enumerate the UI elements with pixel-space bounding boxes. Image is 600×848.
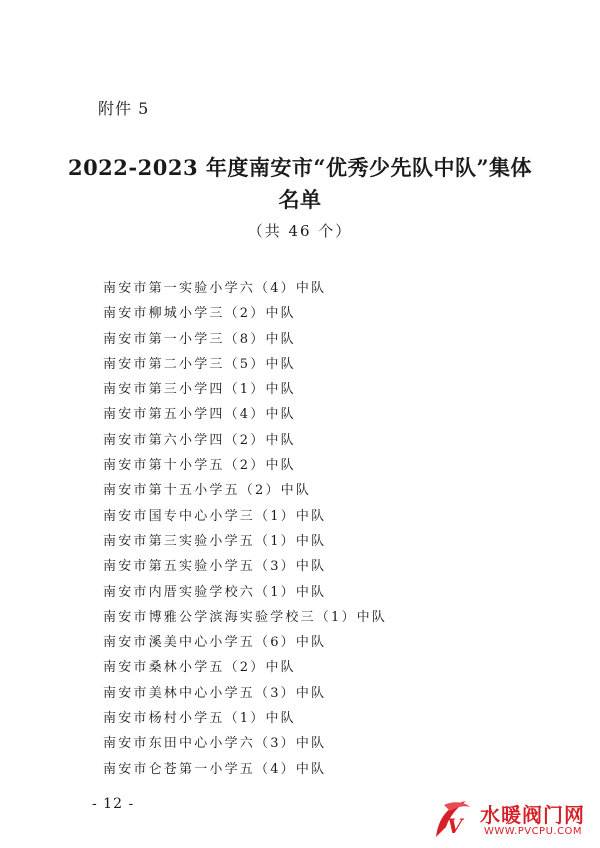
list-item: 南安市第五实验小学五（3）中队 [103,559,327,575]
watermark-site-url: WWW.PVCPU.COM [484,826,583,837]
list-item: 南安市第二小学三（5）中队 [103,356,296,372]
list-item: 南安市博雅公学滨海实验学校三（1）中队 [103,609,388,625]
list-item: 南安市东田中心小学六（3）中队 [103,736,327,752]
page-number: - 12 - [92,796,135,812]
list-item: 南安市第三小学四（1）中队 [103,382,296,398]
pv-logo-icon [430,797,474,841]
document-title-line-2: 名单 [278,187,322,212]
list-item: 南安市第一小学三（8）中队 [103,331,296,347]
list-item: 南安市第十五小学五（2）中队 [103,483,312,499]
list-item: 南安市杨村小学五（1）中队 [103,711,296,727]
list-item: 南安市第十小学五（2）中队 [103,458,296,474]
list-item: 南安市桑林小学五（2）中队 [103,660,296,676]
attachment-label: 附件 5 [98,99,150,118]
list-item: 南安市第六小学四（2）中队 [103,432,296,448]
document-title-line-1: 2022-2023 年度南安市“优秀少先队中队”集体 [67,155,533,180]
honor-list [103,276,387,782]
document-count-subtitle: （共 46 个） [247,222,353,240]
watermark-site-name: 水暖阀门网 [480,803,585,827]
list-item: 南安市第三实验小学五（1）中队 [103,533,327,549]
site-watermark [430,795,596,845]
list-item: 南安市内厝实验学校六（1）中队 [103,584,327,600]
list-item: 南安市第五小学四（4）中队 [103,407,296,423]
list-item: 南安市美林中心小学五（3）中队 [103,685,327,701]
list-item: 南安市仑苍第一小学五（4）中队 [103,761,327,777]
list-item: 南安市第一实验小学六（4）中队 [103,281,327,296]
list-item: 南安市溪美中心小学五（6）中队 [103,635,327,651]
list-item: 南安市国专中心小学三（1）中队 [103,508,327,524]
list-item: 南安市柳城小学三（2）中队 [103,306,296,322]
svg-text:V: V [447,814,463,838]
